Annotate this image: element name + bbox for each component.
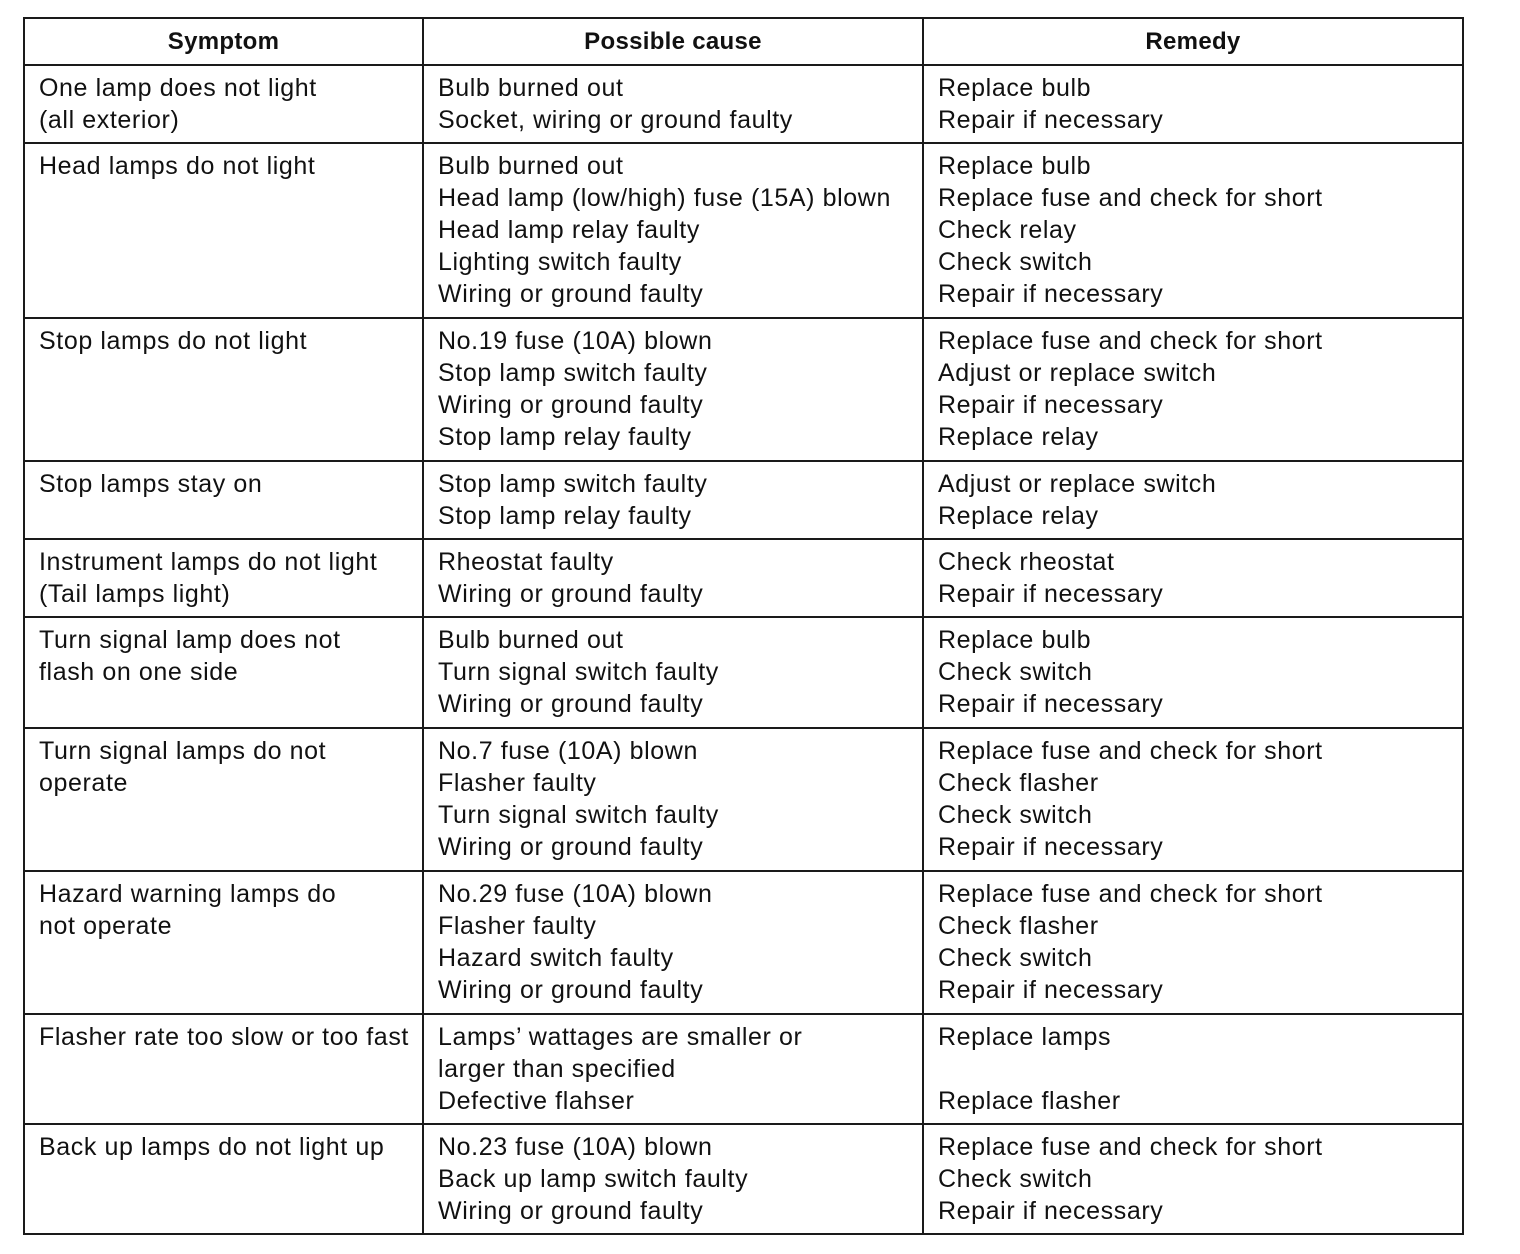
possible-cause-line: Bulb burned out <box>438 626 624 654</box>
symptom-cell <box>24 1014 423 1124</box>
possible-cause-line: Rheostat faulty <box>438 548 614 576</box>
possible-cause-line: No.29 fuse (10A) blown <box>438 880 713 908</box>
symptom-cell <box>24 143 423 318</box>
possible-cause-line: Flasher faulty <box>438 769 597 797</box>
remedy-cell <box>923 539 1463 617</box>
remedy-cell <box>923 318 1463 461</box>
table-row <box>24 461 1463 539</box>
possible-cause-line: Wiring or ground faulty <box>438 976 704 1004</box>
header-possible-cause: Possible cause <box>423 18 923 65</box>
possible-cause-line: Lamps’ wattages are smaller or <box>438 1023 803 1051</box>
symptom-line: (all exterior) <box>39 106 180 134</box>
possible-cause-cell <box>423 617 923 728</box>
remedy-line: Replace fuse and check for short <box>938 184 1323 212</box>
possible-cause-line: Wiring or ground faulty <box>438 391 704 419</box>
remedy-line: Repair if necessary <box>938 690 1164 718</box>
remedy-line: Check rheostat <box>938 548 1115 576</box>
possible-cause-line: Wiring or ground faulty <box>438 690 704 718</box>
possible-cause-line: Stop lamp switch faulty <box>438 470 708 498</box>
remedy-line <box>938 1053 1452 1085</box>
possible-cause-line: Head lamp (low/high) fuse (15A) blown <box>438 184 891 212</box>
possible-cause-line: Bulb burned out <box>438 152 624 180</box>
symptom-cell <box>24 871 423 1014</box>
table-row <box>24 539 1463 617</box>
table-row <box>24 617 1463 728</box>
remedy-line: Adjust or replace switch <box>938 359 1217 387</box>
remedy-line: Replace relay <box>938 502 1099 530</box>
possible-cause-line: Wiring or ground faulty <box>438 580 704 608</box>
header-remedy: Remedy <box>923 18 1463 65</box>
remedy-line: Check switch <box>938 944 1093 972</box>
possible-cause-cell <box>423 65 923 143</box>
table-row <box>24 318 1463 461</box>
symptom-line: Stop lamps stay on <box>39 470 263 498</box>
remedy-line: Replace bulb <box>938 74 1092 102</box>
remedy-line: Check switch <box>938 1165 1093 1193</box>
possible-cause-line: No.7 fuse (10A) blown <box>438 737 698 765</box>
remedy-line: Replace bulb <box>938 152 1092 180</box>
remedy-cell <box>923 1014 1463 1124</box>
remedy-line: Replace bulb <box>938 626 1092 654</box>
remedy-line: Repair if necessary <box>938 280 1164 308</box>
symptom-line: flash on one side <box>39 658 239 686</box>
remedy-cell <box>923 728 1463 871</box>
remedy-line: Check flasher <box>938 912 1099 940</box>
possible-cause-line: Stop lamp switch faulty <box>438 359 708 387</box>
table-row <box>24 871 1463 1014</box>
remedy-line: Repair if necessary <box>938 1197 1164 1225</box>
symptom-cell <box>24 65 423 143</box>
possible-cause-cell <box>423 1014 923 1124</box>
remedy-line: Replace relay <box>938 423 1099 451</box>
possible-cause-cell <box>423 1124 923 1234</box>
symptom-line: not operate <box>39 912 173 940</box>
possible-cause-line: Turn signal switch faulty <box>438 801 719 829</box>
remedy-line: Repair if necessary <box>938 106 1164 134</box>
symptom-line: Instrument lamps do not light <box>39 548 378 576</box>
possible-cause-cell <box>423 728 923 871</box>
remedy-line: Replace fuse and check for short <box>938 1133 1323 1161</box>
table-row <box>24 1014 1463 1124</box>
possible-cause-line: Flasher faulty <box>438 912 597 940</box>
symptom-line: Back up lamps do not light up <box>39 1133 385 1161</box>
possible-cause-line: Wiring or ground faulty <box>438 1197 704 1225</box>
remedy-line: Check switch <box>938 248 1093 276</box>
remedy-line: Repair if necessary <box>938 976 1164 1004</box>
table-body <box>24 65 1463 1234</box>
table-row <box>24 65 1463 143</box>
remedy-line: Repair if necessary <box>938 833 1164 861</box>
possible-cause-line: Wiring or ground faulty <box>438 280 704 308</box>
symptom-cell <box>24 318 423 461</box>
troubleshooting-table <box>23 17 1464 1235</box>
remedy-cell <box>923 65 1463 143</box>
possible-cause-cell <box>423 143 923 318</box>
possible-cause-line: larger than specified <box>438 1055 676 1083</box>
remedy-cell <box>923 617 1463 728</box>
remedy-line: Replace flasher <box>938 1087 1121 1115</box>
remedy-cell <box>923 461 1463 539</box>
possible-cause-line: Head lamp relay faulty <box>438 216 700 244</box>
possible-cause-line: Turn signal switch faulty <box>438 658 719 686</box>
possible-cause-cell <box>423 871 923 1014</box>
symptom-cell <box>24 461 423 539</box>
possible-cause-line: Back up lamp switch faulty <box>438 1165 749 1193</box>
remedy-line: Replace fuse and check for short <box>938 737 1323 765</box>
remedy-line: Replace fuse and check for short <box>938 880 1323 908</box>
symptom-line: Turn signal lamp does not <box>39 626 341 654</box>
possible-cause-line: Lighting switch faulty <box>438 248 682 276</box>
remedy-line: Replace fuse and check for short <box>938 327 1323 355</box>
header-row <box>24 18 1463 65</box>
symptom-line: Turn signal lamps do not <box>39 737 327 765</box>
possible-cause-cell <box>423 539 923 617</box>
possible-cause-line: No.23 fuse (10A) blown <box>438 1133 713 1161</box>
possible-cause-line: Defective flahser <box>438 1087 635 1115</box>
table-row <box>24 728 1463 871</box>
symptom-line: (Tail lamps light) <box>39 580 231 608</box>
table-header <box>24 18 1463 65</box>
symptom-cell <box>24 539 423 617</box>
remedy-line: Check relay <box>938 216 1077 244</box>
remedy-cell <box>923 143 1463 318</box>
possible-cause-line: Wiring or ground faulty <box>438 833 704 861</box>
symptom-cell <box>24 617 423 728</box>
remedy-line: Check switch <box>938 801 1093 829</box>
symptom-line: Hazard warning lamps do <box>39 880 337 908</box>
possible-cause-line: Socket, wiring or ground faulty <box>438 106 793 134</box>
remedy-line: Replace lamps <box>938 1023 1112 1051</box>
possible-cause-cell <box>423 318 923 461</box>
remedy-line: Check switch <box>938 658 1093 686</box>
remedy-line: Check flasher <box>938 769 1099 797</box>
symptom-cell <box>24 1124 423 1234</box>
symptom-line: Stop lamps do not light <box>39 327 308 355</box>
symptom-line: operate <box>39 769 128 797</box>
remedy-cell <box>923 871 1463 1014</box>
possible-cause-cell <box>423 461 923 539</box>
table-row <box>24 1124 1463 1234</box>
symptom-line: Head lamps do not light <box>39 152 316 180</box>
possible-cause-line: No.19 fuse (10A) blown <box>438 327 713 355</box>
table-row <box>24 143 1463 318</box>
possible-cause-line: Stop lamp relay faulty <box>438 502 692 530</box>
possible-cause-line: Hazard switch faulty <box>438 944 674 972</box>
symptom-line: Flasher rate too slow or too fast <box>39 1023 409 1051</box>
remedy-line: Adjust or replace switch <box>938 470 1217 498</box>
remedy-line: Repair if necessary <box>938 580 1164 608</box>
remedy-cell <box>923 1124 1463 1234</box>
remedy-line: Repair if necessary <box>938 391 1164 419</box>
possible-cause-line: Bulb burned out <box>438 74 624 102</box>
symptom-cell <box>24 728 423 871</box>
header-symptom: Symptom <box>24 18 423 65</box>
symptom-line: One lamp does not light <box>39 74 317 102</box>
possible-cause-line: Stop lamp relay faulty <box>438 423 692 451</box>
